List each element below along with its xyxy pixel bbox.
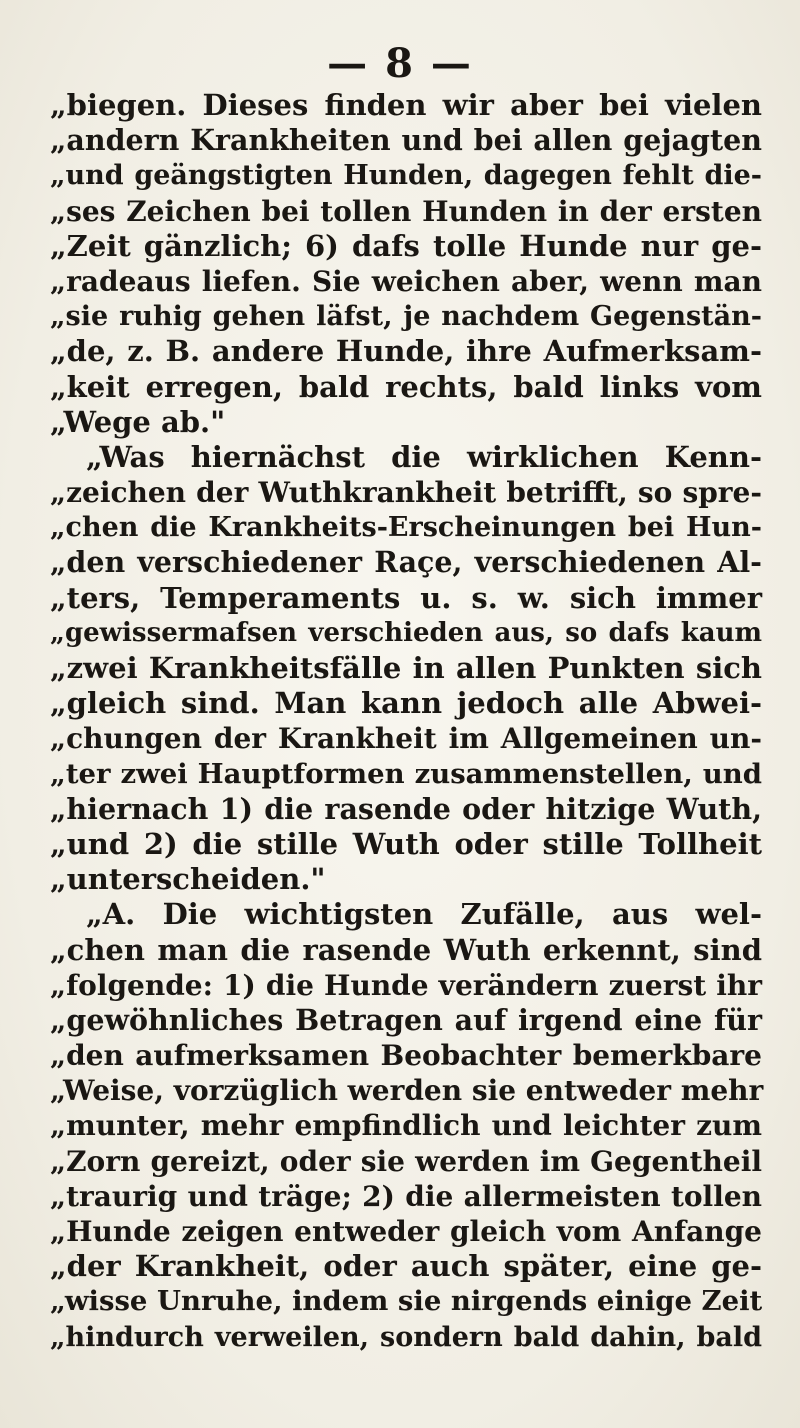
body-text [50, 88, 762, 1355]
text-line: „Weise, vorzüglich werden sie entweder mehr [50, 1074, 764, 1108]
text-line: „Wege ab." [50, 404, 226, 439]
text-line: „munter, mehr empfindlich und leichter zum [50, 1109, 762, 1143]
text-line: „hindurch verweilen, sondern bald dahin, bald [50, 1321, 762, 1353]
text-line: „den verschiedener Raçe, verschiedenen Al- [50, 545, 762, 580]
text-line: „ters, Temperaments u. s. w. sich immer [50, 580, 762, 615]
text-line: „zwei Krankheitsfälle in allen Punkten sich [50, 651, 762, 685]
text-line: „Zeit gänzlich; 6) dafs tolle Hunde nur ge- [50, 228, 762, 263]
text-line: „andern Krankheiten und bei allen gejagten [50, 123, 762, 158]
text-line: „chen man die rasende Wuth erkennt, sind [50, 932, 762, 967]
text-line: „Was hiernächst die wirklichen Kenn- [86, 439, 762, 474]
text-line: „gewissermafsen verschieden aus, so dafs kaum [50, 617, 762, 648]
text-line: „biegen. Dieses finden wir aber bei vielen [50, 88, 762, 122]
text-line: „der Krankheit, oder auch später, eine ge- [50, 1249, 762, 1284]
text-line: „keit erregen, bald rechts, bald links vom [50, 369, 762, 404]
text-line: „chen die Krankheits-Erscheinungen bei Hun- [50, 512, 762, 544]
text-line: „wisse Unruhe, indem sie nirgends einige Zeit [50, 1285, 763, 1318]
text-line: „und 2) die stille Wuth oder stille Tollheit [50, 826, 762, 861]
text-line: „ter zwei Hauptformen zusammenstellen, und [50, 757, 762, 790]
text-line: „den aufmerksamen Beobachter bemerkbare [50, 1039, 762, 1073]
text-line: „und geängstigten Hunden, dagegen fehlt die- [50, 160, 762, 192]
text-line: „radeaus liefen. Sie weichen aber, wenn man [50, 264, 762, 298]
text-line: „A. Die wichtigsten Zufälle, aus wel- [86, 897, 762, 932]
text-line: „chungen der Krankheit im Allgemeinen un- [50, 722, 762, 756]
text-line: „gleich sind. Man kann jedoch alle Abwei- [50, 686, 762, 721]
text-line: „de, z. B. andere Hunde, ihre Aufmerksam- [50, 334, 762, 369]
text-line: „Zorn gereizt, oder sie werden im Gegentheil [50, 1144, 762, 1178]
text-line: „folgende: 1) die Hunde verändern zuerst ihr [50, 968, 762, 1002]
text-line: „unterscheiden." [50, 862, 326, 897]
text-line: „gewöhnliches Betragen auf irgend eine für [50, 1002, 762, 1037]
text-line: „hiernach 1) die rasende oder hitzige Wuth, [50, 791, 762, 826]
text-line: „traurig und träge; 2) die allermeisten tollen [50, 1179, 762, 1213]
text-line: „sie ruhig gehen läfst, je nachdem Gegenstän- [50, 301, 762, 333]
page-number: — 8 — [327, 40, 473, 87]
text-line: „Hunde zeigen entweder gleich vom Anfange [50, 1215, 762, 1248]
text-line: „ses Zeichen bei tollen Hunden in der ersten [50, 194, 762, 228]
text-line: „zeichen der Wuthkrankheit betrifft, so spre- [50, 476, 762, 510]
